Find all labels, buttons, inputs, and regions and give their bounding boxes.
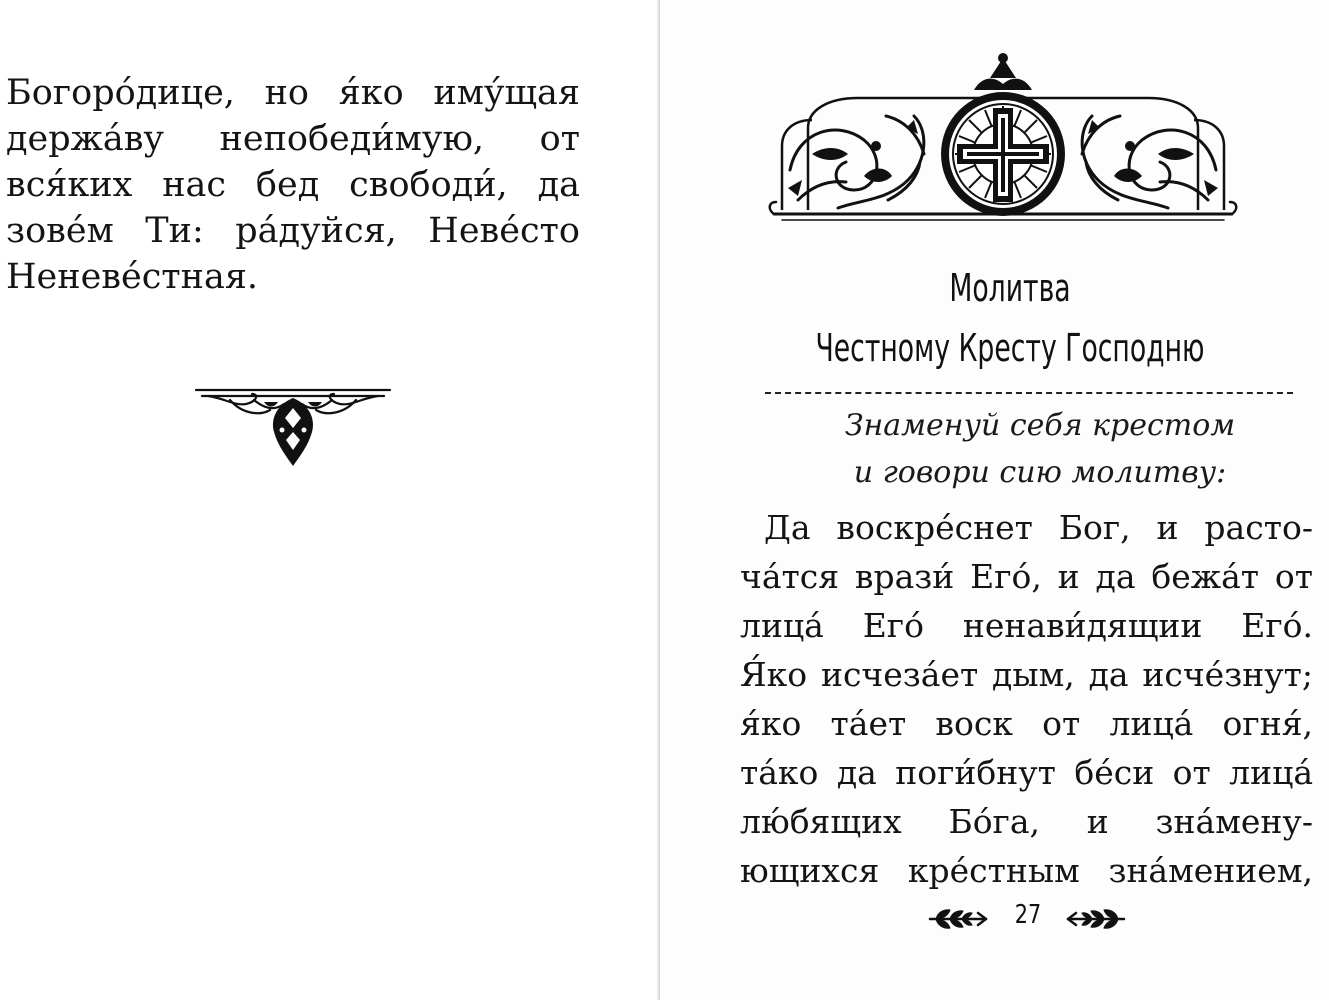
tailpiece-ornament-icon	[194, 384, 392, 470]
dashed-divider	[765, 392, 1293, 394]
rubric-line: и говори сию молитву:	[853, 455, 1227, 490]
text-line: Неневе́стная.	[6, 257, 259, 297]
text-line: лица́ Его́ ненави́дящии Его́.	[740, 606, 1313, 645]
text-line: ющихся кре́стным зна́мением,	[740, 851, 1313, 890]
page-number: 27	[1014, 900, 1042, 930]
prayer-text	[740, 503, 1313, 895]
text-line: лю́бящих Бо́га, и зна́мену-	[740, 802, 1313, 841]
text-line: я́ко та́ет воск от лица́ огня́,	[740, 704, 1313, 743]
page-number-row	[928, 898, 1128, 942]
left-page-text	[6, 70, 580, 300]
laurel-branch-icon	[1064, 906, 1126, 932]
text-line: держа́ву непобеди́мую, от	[6, 119, 580, 159]
text-line: ча́тся врази́ Его́, и да бежа́т от	[740, 557, 1313, 596]
prayer-subtitle: Честному Кресту Господню	[815, 326, 1205, 370]
rubric-line: Знаменуй себя крестом	[844, 408, 1236, 443]
left-page	[0, 0, 660, 1000]
prayer-title: Молитва	[949, 266, 1071, 310]
text-line: вся́ких нас бед свободи́, да	[6, 165, 580, 205]
text-line: Да воскре́снет Бог, и расто-	[764, 508, 1313, 547]
laurel-branch-icon	[928, 906, 990, 932]
text-line: зове́м Ти: ра́дуйся, Неве́сто	[6, 211, 580, 251]
text-line: та́ко да поги́бнут бе́си от лица́	[740, 753, 1313, 792]
text-line: Я́ко исчеза́ет дым, да исче́знут;	[740, 655, 1313, 694]
cross-headpiece-ornament-icon	[768, 50, 1238, 228]
text-line: Богоро́дице, но я́ко иму́щая	[6, 73, 580, 113]
right-page	[660, 0, 1329, 1000]
